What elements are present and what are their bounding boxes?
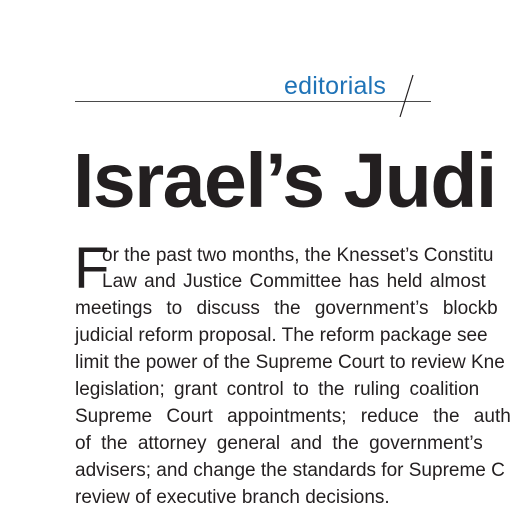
body-line: of the attorney general and the government’s (75, 433, 483, 454)
article-headline: Israel’s Judi (73, 138, 496, 224)
body-line: legislation; grant control to the ruling coalition (75, 379, 480, 400)
slash-ornament-icon (398, 74, 416, 118)
body-line: judicial reform proposal. The reform package see (75, 325, 488, 346)
body-line: or the past two months, the Knesset’s Constitu (102, 245, 494, 266)
body-line: meetings to discuss the government’s blockb (75, 298, 498, 319)
section-label: editorials (284, 72, 387, 100)
body-line: limit the power of the Supreme Court to review Kne (75, 352, 505, 373)
body-line: review of executive branch decisions. (75, 487, 390, 508)
body-line: advisers; and change the standards for Supreme C (75, 460, 505, 481)
drop-cap: F (74, 236, 110, 301)
body-line: Law and Justice Committee has held almost (102, 271, 486, 292)
body-line: Supreme Court appointments; reduce the auth (75, 406, 511, 427)
section-divider-rule (75, 101, 431, 102)
